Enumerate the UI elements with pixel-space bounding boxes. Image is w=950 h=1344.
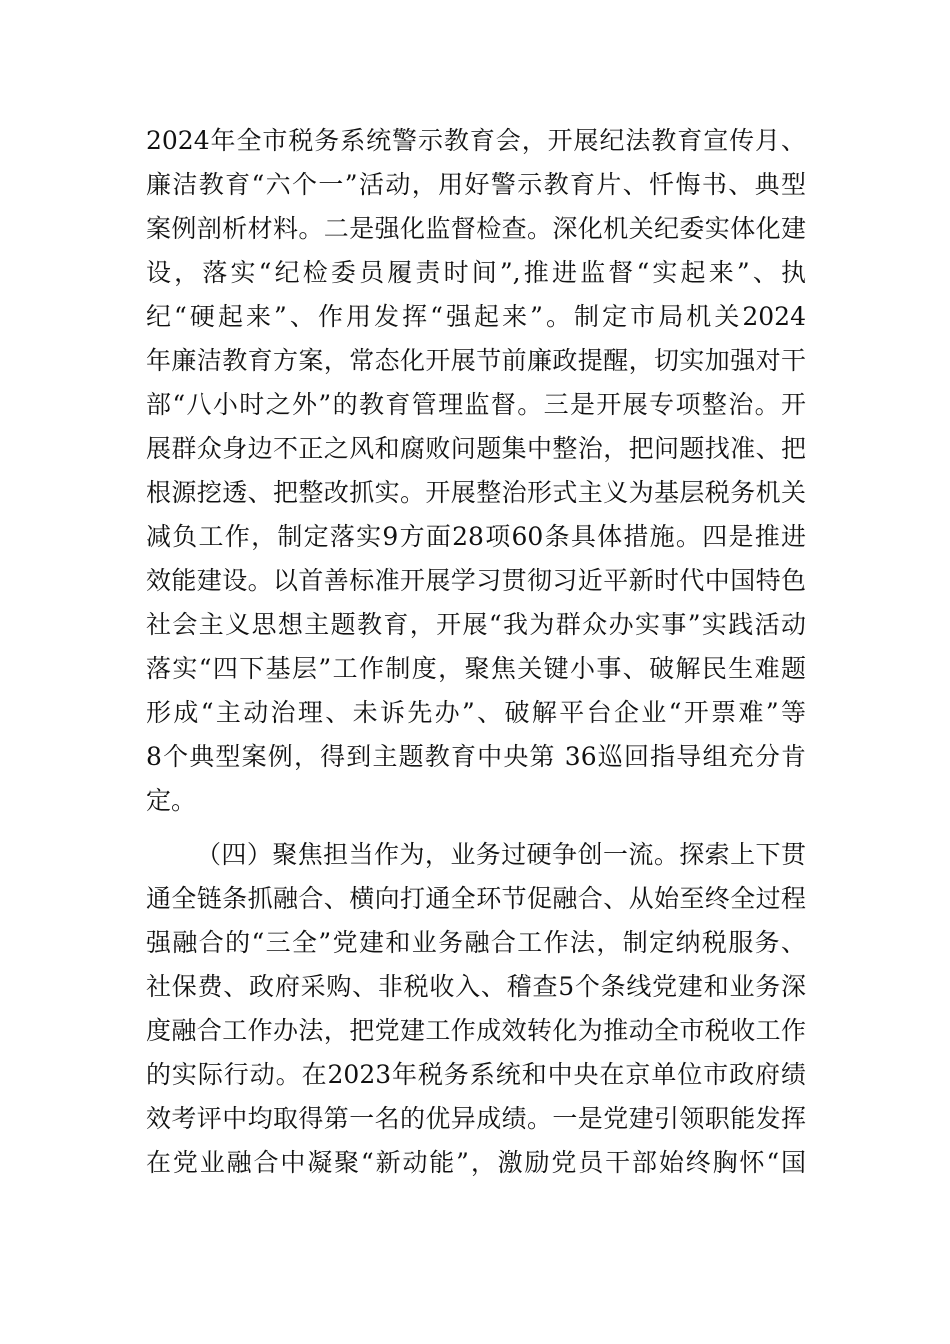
- text-line: 形成“主动治理、未诉先办”、破解平台企业“开票难”等: [146, 698, 806, 727]
- text-line: 展群众身边不正之风和腐败问题集中整治，把问题找准、把: [146, 434, 806, 463]
- text-line: 根源挖透、把整改抓实。开展整治形式主义为基层税务机关: [146, 478, 806, 507]
- text-line: 社会主义思想主题教育，开展“我为群众办实事”实践活动: [146, 610, 806, 639]
- text-line: 效能建设。以首善标准开展学习贯彻习近平新时代中国特色: [146, 566, 806, 595]
- text-line: 效考评中均取得第一名的优异成绩。一是党建引领职能发挥: [146, 1104, 806, 1133]
- text-line: 设，落实“纪检委员履责时间”,推进监督“实起来”、执: [146, 258, 806, 287]
- text-line: 通全链条抓融合、横向打通全环节促融合、从始至终全过程: [146, 884, 806, 913]
- text-line: 定。: [146, 786, 197, 815]
- text-line: 在党业融合中凝聚“新动能”，激励党员干部始终胸怀“国: [146, 1148, 806, 1177]
- text-line: 案例剖析材料。二是强化监督检查。深化机关纪委实体化建: [146, 214, 806, 243]
- text-line: 落实“四下基层”工作制度，聚焦关键小事、破解民生难题: [146, 654, 806, 683]
- text-line: 廉洁教育“六个一”活动，用好警示教育片、忏悔书、典型: [146, 170, 806, 199]
- section-heading-line: （四）聚焦担当作为，业务过硬争创一流。探索上下贯: [196, 840, 806, 869]
- text-line: 2024年全市税务系统警示教育会，开展纪法教育宣传月、: [146, 126, 806, 155]
- text-line: 8个典型案例，得到主题教育中央第 36巡回指导组充分肯: [146, 742, 806, 771]
- text-line: 纪“硬起来”、作用发挥“强起来”。制定市局机关2024: [146, 302, 806, 331]
- text-line: 度融合工作办法，把党建工作成效转化为推动全市税收工作: [146, 1016, 806, 1045]
- text-line: 减负工作，制定落实9方面28项60条具体措施。四是推进: [146, 522, 806, 551]
- text-line: 年廉洁教育方案，常态化开展节前廉政提醒，切实加强对干: [146, 346, 806, 375]
- text-line: 的实际行动。在2023年税务系统和中央在京单位市政府绩: [146, 1060, 806, 1089]
- text-line: 强融合的“三全”党建和业务融合工作法，制定纳税服务、: [146, 928, 806, 957]
- text-line: 部“八小时之外”的教育管理监督。三是开展专项整治。开: [146, 390, 806, 419]
- text-line: 社保费、政府采购、非税收入、稽查5个条线党建和业务深: [146, 972, 806, 1001]
